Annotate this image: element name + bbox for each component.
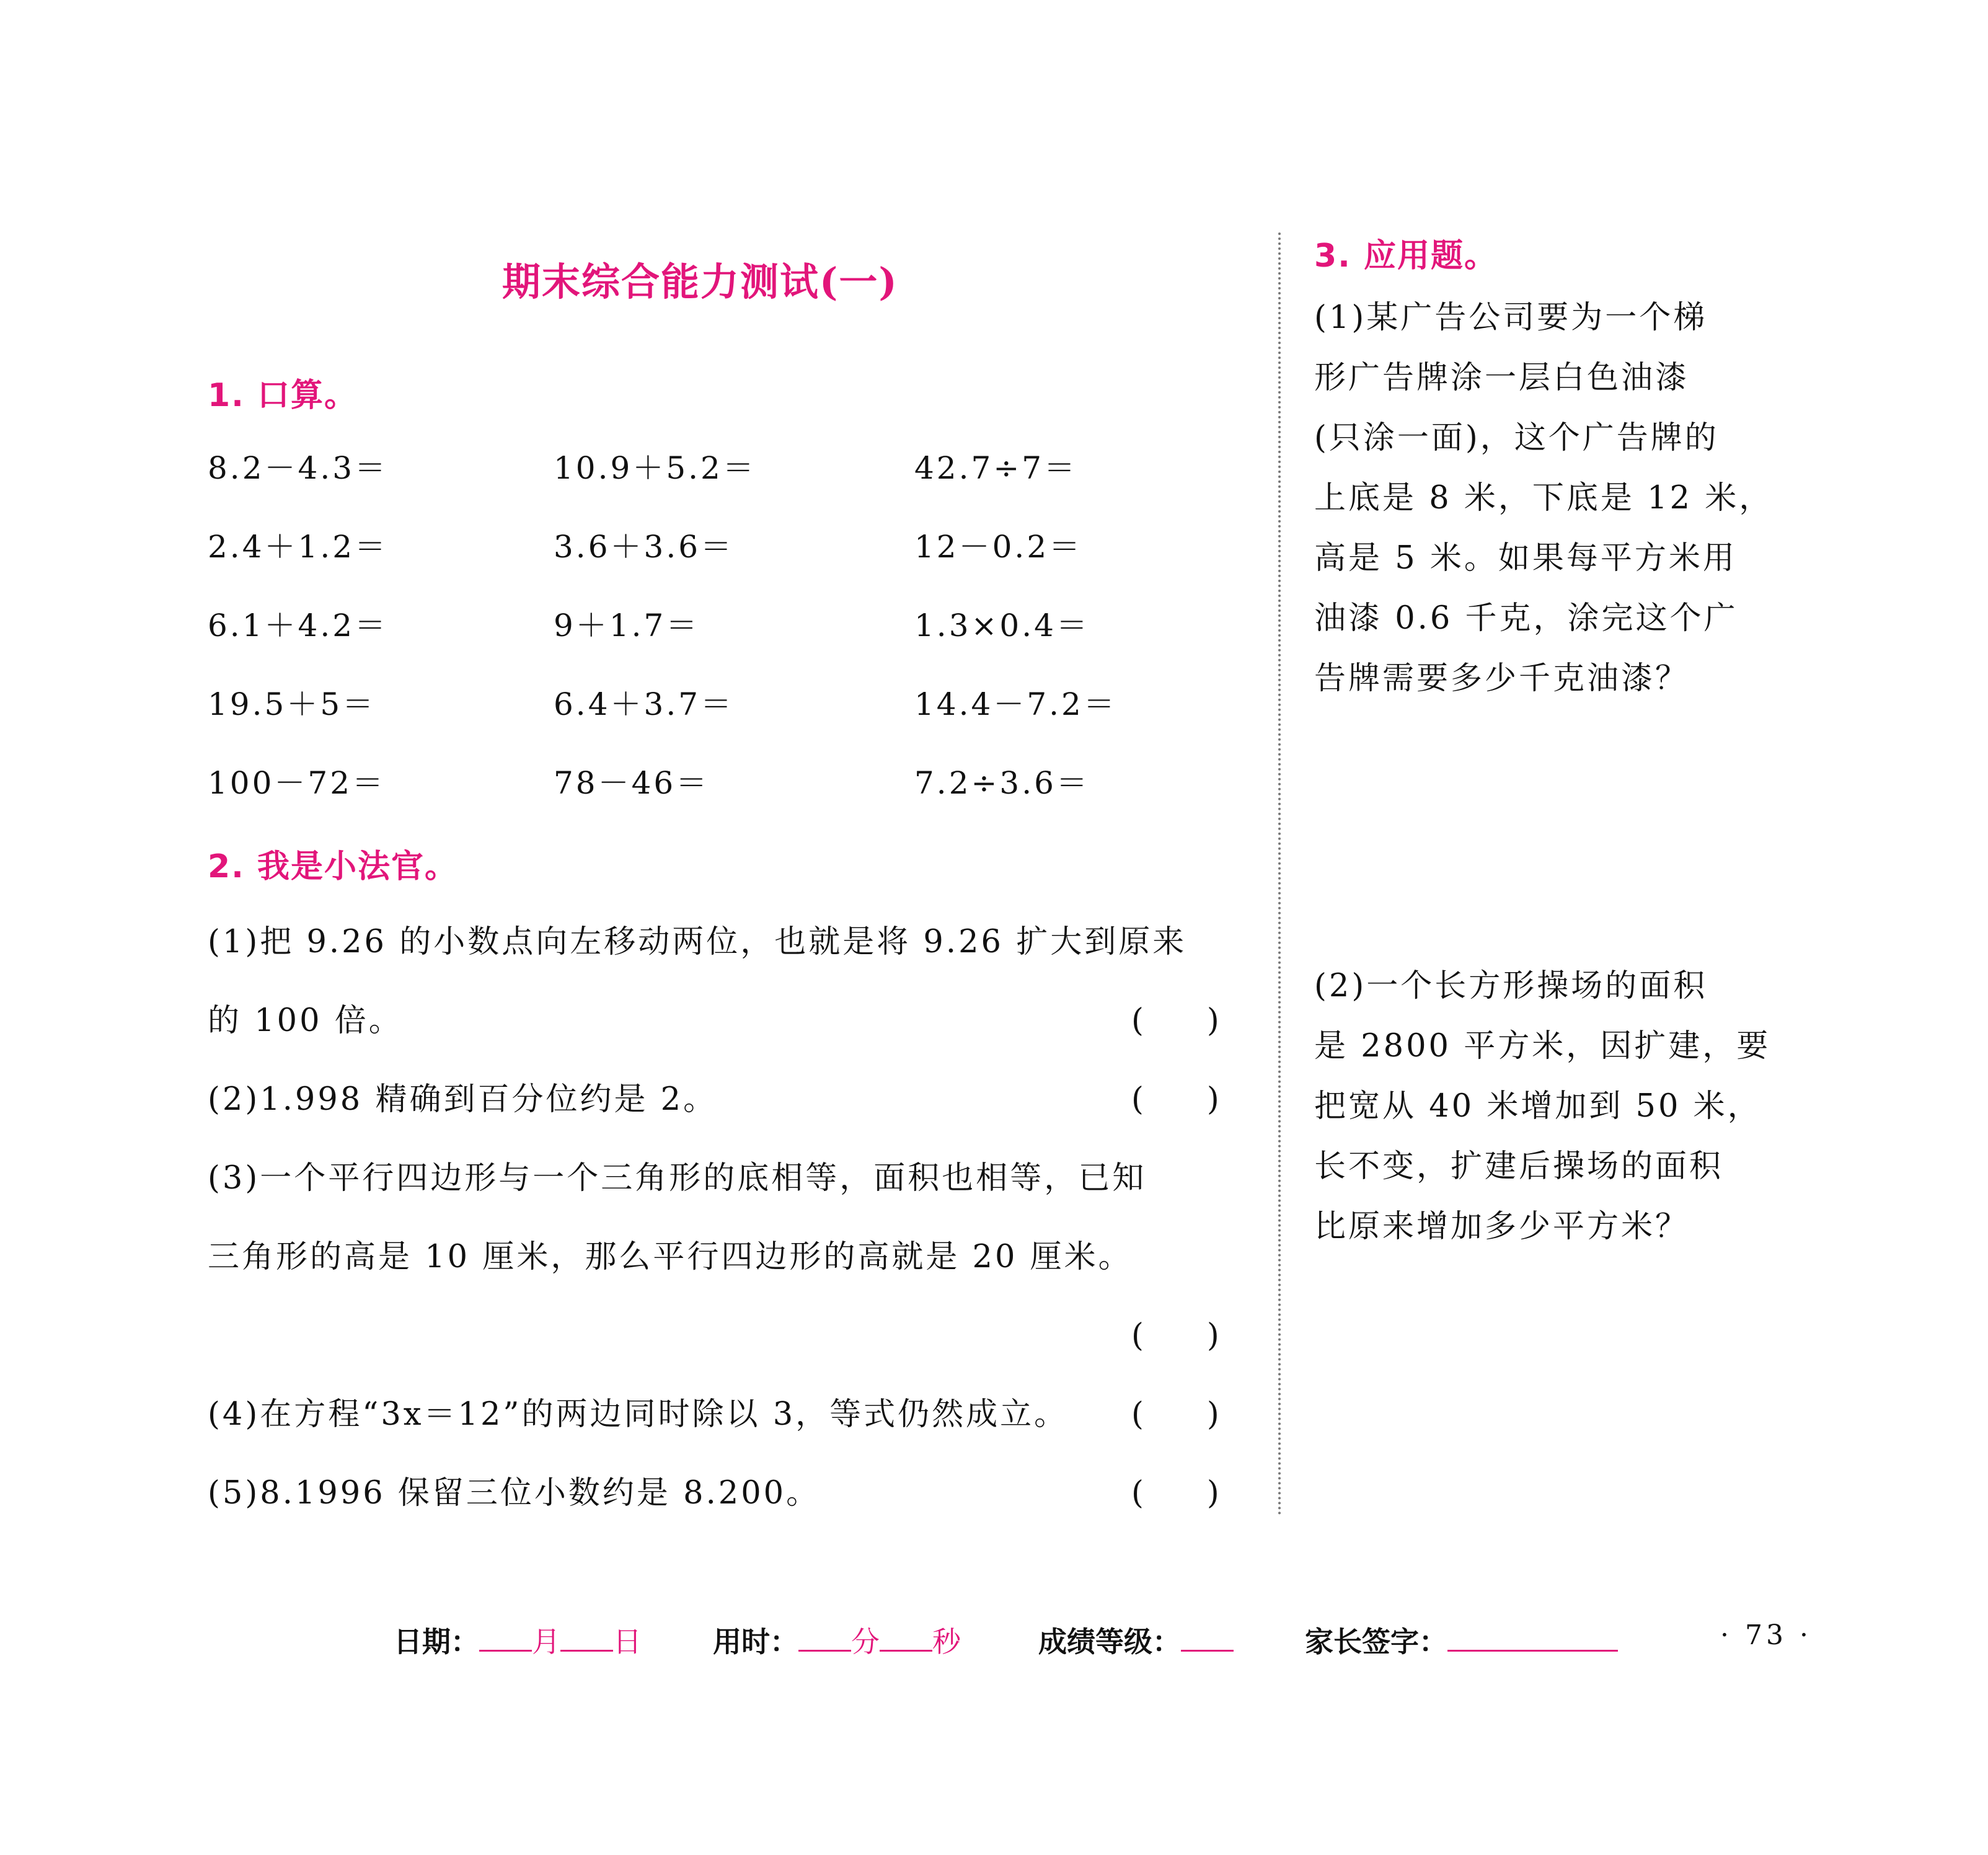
page-title: 期末综合能力测试(一) [502, 259, 898, 304]
sign-label: 家长签字： [1305, 1625, 1447, 1658]
judge-q3-line1: (3)一个平行四边形与一个三角形的底相等，面积也相等，已知 [208, 1160, 1147, 1197]
problem-line: 油漆 0.6 千克，涂完这个广 [1314, 600, 1738, 637]
grade-blank[interactable] [1181, 1625, 1234, 1652]
judge-q2: (2)1.998 精确到百分位约是 2。 [208, 1081, 718, 1118]
problem-line: 形广告牌涂一层白色油漆 [1314, 360, 1690, 396]
day-label: 日 [613, 1625, 642, 1658]
second-label: 秒 [932, 1625, 961, 1658]
answer-paren[interactable]: ( ) [1131, 1317, 1219, 1354]
problem-line: 高是 5 米。如果每平方米用 [1314, 540, 1737, 577]
answer-paren[interactable]: ( ) [1131, 1081, 1219, 1118]
section-heading-word-problems: 3. 应用题。 [1314, 237, 1498, 275]
calc-item: 3.6＋3.6＝ [554, 529, 735, 565]
section-heading-mental-math: 1. 口算。 [208, 377, 358, 414]
judge-q1-line2: 的 100 倍。 [208, 1003, 403, 1039]
answer-paren[interactable]: ( ) [1131, 1396, 1219, 1433]
calc-item: 14.4－7.2＝ [914, 686, 1117, 722]
column-divider [1278, 232, 1281, 1516]
judge-q3-line2: 三角形的高是 10 厘米，那么平行四边形的高就是 20 厘米。 [208, 1239, 1133, 1275]
calc-item: 8.2－4.3＝ [208, 450, 389, 486]
problem-line: 长不变，扩建后操场的面积 [1314, 1148, 1724, 1185]
problem-line: 把宽从 40 米增加到 50 米， [1314, 1088, 1762, 1125]
section-heading-judge: 2. 我是小法官。 [208, 848, 459, 885]
minute-label: 分 [851, 1625, 880, 1658]
problem-line: (只涂一面)，这个广告牌的 [1314, 420, 1719, 456]
calc-item: 100－72＝ [208, 765, 386, 801]
calc-item: 2.4＋1.2＝ [208, 529, 389, 565]
signature-blank[interactable] [1447, 1625, 1618, 1652]
calc-item: 19.5＋5＝ [208, 686, 376, 722]
calc-item: 7.2÷3.6＝ [914, 765, 1090, 801]
time-label: 用时： [713, 1625, 798, 1658]
footer-signature [1305, 1619, 1618, 1660]
calc-item: 78－46＝ [554, 765, 710, 801]
answer-paren[interactable]: ( ) [1131, 1475, 1219, 1512]
problem-line: (2)一个长方形操场的面积 [1314, 968, 1708, 1004]
month-label: 月 [532, 1625, 560, 1658]
footer-grade [1038, 1619, 1234, 1660]
judge-q4: (4)在方程“3x＝12”的两边同时除以 3，等式仍然成立。 [208, 1396, 1069, 1433]
answer-paren[interactable]: ( ) [1131, 1003, 1219, 1039]
problem-line: 告牌需要多少千克油漆？ [1314, 660, 1690, 697]
grade-label: 成绩等级： [1038, 1625, 1181, 1658]
calc-item: 12－0.2＝ [914, 529, 1083, 565]
calc-item: 10.9＋5.2＝ [554, 450, 756, 486]
minute-blank[interactable] [798, 1625, 851, 1652]
problem-line: (1)某广告公司要为一个梯 [1314, 299, 1708, 336]
calc-item: 6.1＋4.2＝ [208, 608, 389, 644]
footer-time [713, 1619, 961, 1660]
judge-q1-line1: (1)把 9.26 的小数点向左移动两位，也就是将 9.26 扩大到原来 [208, 924, 1187, 960]
calc-item: 42.7÷7＝ [914, 450, 1078, 486]
page-number: · 73 · [1720, 1619, 1812, 1651]
day-blank[interactable] [560, 1625, 613, 1652]
problem-line: 是 2800 平方米，因扩建，要 [1314, 1028, 1771, 1065]
judge-q5: (5)8.1996 保留三位小数约是 8.200。 [208, 1475, 821, 1512]
calc-item: 9＋1.7＝ [554, 608, 700, 644]
month-blank[interactable] [479, 1625, 532, 1652]
problem-line: 上底是 8 米，下底是 12 米， [1314, 480, 1774, 516]
second-blank[interactable] [880, 1625, 932, 1652]
calc-item: 1.3×0.4＝ [914, 608, 1090, 644]
footer-date [394, 1619, 642, 1660]
problem-line: 比原来增加多少平方米？ [1314, 1208, 1690, 1245]
calc-item: 6.4＋3.7＝ [554, 686, 735, 722]
date-label: 日期： [394, 1625, 479, 1658]
